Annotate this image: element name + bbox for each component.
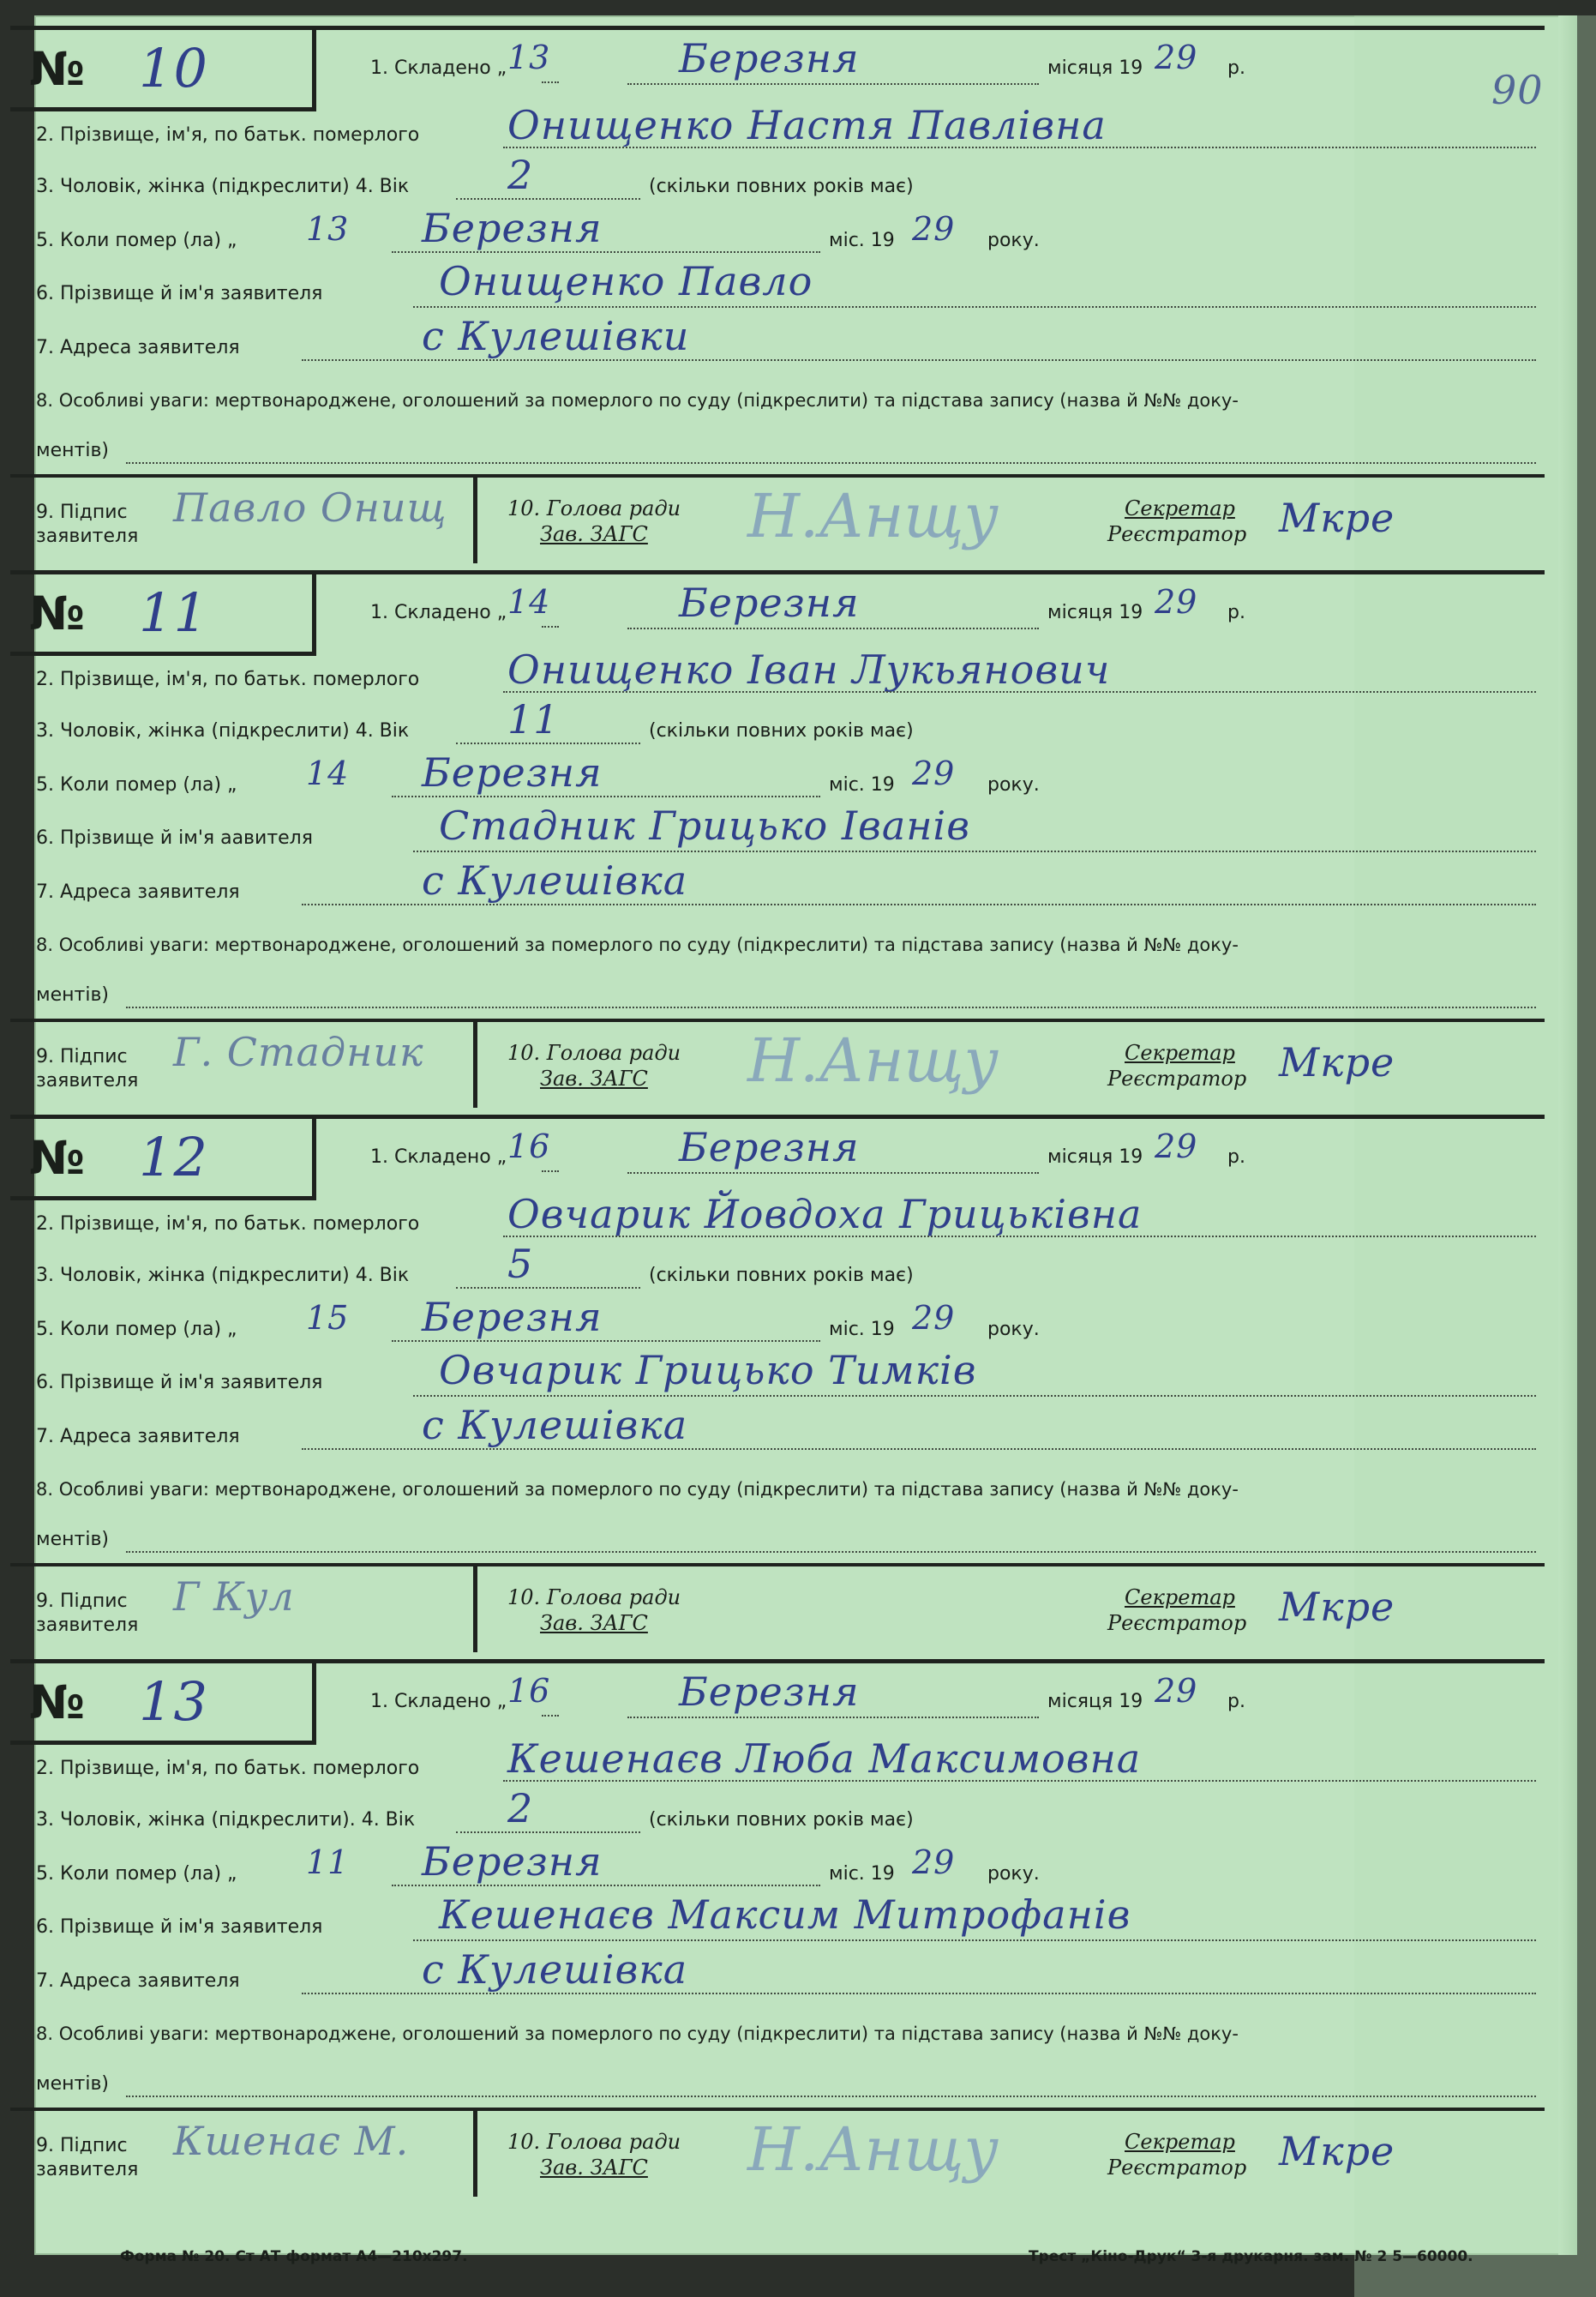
signature-band [10,474,1545,563]
record-number-box [10,1663,316,1745]
death-year: 29 [912,1843,956,1881]
dotline [456,1287,640,1289]
separator [473,1566,477,1652]
month-label: місяця 19 [1047,57,1143,79]
declarant-signature: Павло Онищ [173,484,447,531]
head-label: 10. Голова ради [507,1585,681,1609]
head-label: 10. Голова ради [507,2130,681,2154]
number-sign: № [29,42,85,96]
field-declarant-label: 6. Прізвище й ім'я заявителя [36,1372,323,1393]
death-month: Березня [422,1294,603,1340]
registrar-label: Реєстратор [1107,1067,1247,1091]
field-declarant-label: 6. Прізвище й ім'я аавителя [36,827,313,849]
compiled-month: Березня [679,35,860,81]
field-death-label: 5. Коли помер (ла) „ [36,1319,237,1340]
field-sex-age-label: 3. Чоловік, жінка (підкреслити) 4. Вік [36,1265,410,1286]
field-compiled-label: 1. Складено „ [370,1146,507,1168]
dotline [627,83,1039,85]
deceased-age: 5 [507,1241,534,1287]
field-name-label: 2. Прізвище, ім'я, по батьк. померлого [36,1213,420,1235]
dotline [503,1236,1536,1237]
dotline [627,1172,1039,1174]
field-name-label: 2. Прізвище, ім'я, по батьк. померлого [36,1758,420,1779]
roku-label: року. [987,774,1040,796]
death-month: Березня [422,1838,603,1885]
head-signature: Н.Анщу [747,481,999,551]
sheet-edge [1558,15,1577,2255]
compiled-month: Березня [679,1669,860,1715]
dotline [302,1993,1536,1994]
deceased-name: Овчарик Йовдоха Грицьківна [507,1191,1143,1237]
record-number: 11 [139,581,208,644]
field-notes-label-cont: ментів) [36,1529,109,1550]
deceased-name: Онищенко Настя Павлівна [507,102,1107,148]
secretary-label: Секретар [1125,2130,1235,2154]
head-label: 10. Голова ради [507,1041,681,1065]
declarant-signature: Кшенає М. [173,2118,410,2164]
dotline [456,743,640,744]
compiled-year: 29 [1155,1127,1198,1165]
footer-form-info: Форма № 20. Ст АТ формат А4—210х297. [120,2248,468,2265]
declarant-address: с Кулешівка [422,1946,688,1993]
sign-label-2: заявителя [36,526,139,547]
secretary-signature: Мкре [1279,495,1395,541]
mis-label: міс. 19 [829,774,895,796]
age-note: (скільки повних років має) [649,1265,914,1286]
death-month: Березня [422,749,603,796]
record-number-box [10,30,316,111]
field-compiled-label: 1. Складено „ [370,602,507,623]
death-day: 11 [306,1843,350,1881]
sign-label: 9. Підпис [36,1590,128,1612]
month-label: місяця 19 [1047,1146,1143,1168]
death-month: Березня [422,205,603,251]
month-label: місяця 19 [1047,602,1143,623]
number-sign: № [29,1675,85,1729]
number-sign: № [29,586,85,640]
compiled-month: Березня [679,580,860,626]
dotline [126,1007,1536,1008]
dotline [302,359,1536,361]
dotline [392,1340,820,1342]
field-compiled-label: 1. Складено „ [370,57,507,79]
mis-label: міс. 19 [829,1863,895,1885]
dotline [413,1395,1536,1397]
separator [473,478,477,563]
death-year: 29 [912,1299,956,1337]
year-suffix: р. [1227,57,1245,79]
year-suffix: р. [1227,1146,1245,1168]
compiled-month: Березня [679,1124,860,1170]
field-notes-label: 8. Особливі уваги: мертвонароджене, оголошений за померлого по суду (підкреслити) та підстава запису (назва й №№ доку- [36,935,1239,955]
record-number-box [10,574,316,656]
field-name-label: 2. Прізвище, ім'я, по батьк. померлого [36,124,420,146]
death-day: 13 [306,210,350,248]
registrar-label: Реєстратор [1107,522,1247,546]
sign-label-2: заявителя [36,1615,139,1636]
mis-label: міс. 19 [829,1319,895,1340]
page-number: 90 [1491,67,1544,113]
dotline [542,626,559,628]
head-label: 10. Голова ради [507,496,681,520]
field-declarant-label: 6. Прізвище й ім'я заявителя [36,283,323,304]
secretary-label: Секретар [1125,1585,1235,1609]
zags-label: Зав. ЗАГС [540,1067,648,1091]
sign-label: 9. Підпис [36,2135,128,2156]
year-suffix: р. [1227,602,1245,623]
dotline [392,251,820,253]
field-address-label: 7. Адреса заявителя [36,881,240,903]
death-record [10,570,1545,1119]
compiled-year: 29 [1155,583,1198,621]
dotline [413,851,1536,852]
dotline [456,1831,640,1833]
signature-band [10,1019,1545,1108]
sign-label: 9. Підпис [36,1046,128,1067]
sign-label-2: заявителя [36,1070,139,1091]
dotline [126,2096,1536,2097]
field-death-label: 5. Коли помер (ла) „ [36,230,237,251]
signature-band [10,1563,1545,1652]
field-death-label: 5. Коли помер (ла) „ [36,1863,237,1885]
age-note: (скільки повних років має) [649,720,914,742]
declarant-signature: Г Кул [173,1573,295,1620]
sign-label-2: заявителя [36,2159,139,2180]
deceased-age: 2 [507,1785,534,1831]
secretary-label: Секретар [1125,496,1235,520]
dotline [392,1885,820,1886]
declarant-address: с Кулешівки [422,313,690,359]
dotline [302,904,1536,905]
compiled-year: 29 [1155,1672,1198,1710]
field-sex-age-label: 3. Чоловік, жінка (підкреслити) 4. Вік [36,176,410,197]
dotline [392,796,820,797]
dotline [413,1939,1536,1941]
signature-band [10,2108,1545,2197]
compiled-day: 14 [507,583,551,621]
compiled-year: 29 [1155,39,1198,76]
declarant-name: Стадник Грицько Іванів [439,803,971,849]
declarant-name: Овчарик Грицько Тимків [439,1347,977,1393]
roku-label: року. [987,1863,1040,1885]
death-day: 15 [306,1299,350,1337]
field-address-label: 7. Адреса заявителя [36,1426,240,1447]
mis-label: міс. 19 [829,230,895,251]
dotline [126,1551,1536,1553]
year-suffix: р. [1227,1691,1245,1712]
compiled-day: 13 [507,39,551,76]
field-sex-age-label: 3. Чоловік, жінка (підкреслити) 4. Вік [36,720,410,742]
secretary-signature: Мкре [1279,1584,1395,1630]
dotline [542,81,559,83]
declarant-name: Кешенаєв Максим Митрофанів [439,1891,1131,1938]
dotline [302,1448,1536,1450]
roku-label: року. [987,230,1040,251]
number-sign: № [29,1131,85,1185]
dotline [456,198,640,200]
compiled-day: 16 [507,1672,551,1710]
field-address-label: 7. Адреса заявителя [36,337,240,358]
sign-label: 9. Підпис [36,502,128,523]
record-number: 13 [139,1670,208,1733]
death-record [10,26,1545,574]
deceased-name: Кешенаєв Люба Максимовна [507,1735,1142,1782]
dotline [503,1780,1536,1782]
death-record [10,1115,1545,1663]
field-notes-label-cont: ментів) [36,2073,109,2095]
secretary-signature: Мкре [1279,2128,1395,2174]
field-notes-label-cont: ментів) [36,440,109,461]
dotline [503,147,1536,148]
separator [473,1022,477,1108]
deceased-age: 11 [507,696,560,743]
dotline [503,691,1536,693]
registrar-label: Реєстратор [1107,2156,1247,2180]
record-number: 10 [139,37,208,99]
secretary-label: Секретар [1125,1041,1235,1065]
dotline [413,306,1536,308]
record-number-box [10,1119,316,1200]
dotline [542,1170,559,1172]
footer-printer-info: Трест „Кіно-Друк“ 3-я друкарня. зам. № 2 5—60000. [1029,2248,1473,2265]
head-signature: Н.Анщу [747,1025,999,1096]
field-sex-age-label: 3. Чоловік, жінка (підкреслити). 4. Вік [36,1809,416,1831]
registrar-label: Реєстратор [1107,1611,1247,1635]
dotline [126,462,1536,464]
dotline [627,1717,1039,1718]
declarant-name: Онищенко Павло [439,258,813,304]
death-record [10,1659,1545,2208]
deceased-name: Онищенко Іван Лукьянович [507,646,1111,693]
compiled-day: 16 [507,1127,551,1165]
month-label: місяця 19 [1047,1691,1143,1712]
field-address-label: 7. Адреса заявителя [36,1970,240,1992]
zags-label: Зав. ЗАГС [540,2156,648,2180]
field-notes-label: 8. Особливі уваги: мертвонароджене, оголошений за померлого по суду (підкреслити) та підстава запису (назва й №№ доку- [36,1479,1239,1500]
age-note: (скільки повних років має) [649,176,914,197]
field-notes-label: 8. Особливі уваги: мертвонароджене, оголошений за померлого по суду (підкреслити) та підстава запису (назва й №№ доку- [36,2023,1239,2044]
dotline [542,1715,559,1717]
dotline [627,628,1039,629]
declarant-signature: Г. Стадник [173,1029,424,1075]
deceased-age: 2 [507,152,534,198]
death-year: 29 [912,755,956,792]
death-day: 14 [306,755,350,792]
field-death-label: 5. Коли помер (ла) „ [36,774,237,796]
field-notes-label: 8. Особливі уваги: мертвонароджене, оголошений за померлого по суду (підкреслити) та підстава запису (назва й №№ доку- [36,390,1239,411]
head-signature: Н.Анщу [747,2114,999,2185]
field-compiled-label: 1. Складено „ [370,1691,507,1712]
zags-label: Зав. ЗАГС [540,1611,648,1635]
roku-label: року. [987,1319,1040,1340]
death-year: 29 [912,210,956,248]
field-notes-label-cont: ментів) [36,984,109,1006]
age-note: (скільки повних років має) [649,1809,914,1831]
declarant-address: с Кулешівка [422,857,688,904]
field-name-label: 2. Прізвище, ім'я, по батьк. померлого [36,669,420,690]
separator [473,2111,477,2197]
field-declarant-label: 6. Прізвище й ім'я заявителя [36,1916,323,1938]
zags-label: Зав. ЗАГС [540,522,648,546]
secretary-signature: Мкре [1279,1039,1395,1085]
declarant-address: с Кулешівка [422,1402,688,1448]
record-number: 12 [139,1126,208,1188]
